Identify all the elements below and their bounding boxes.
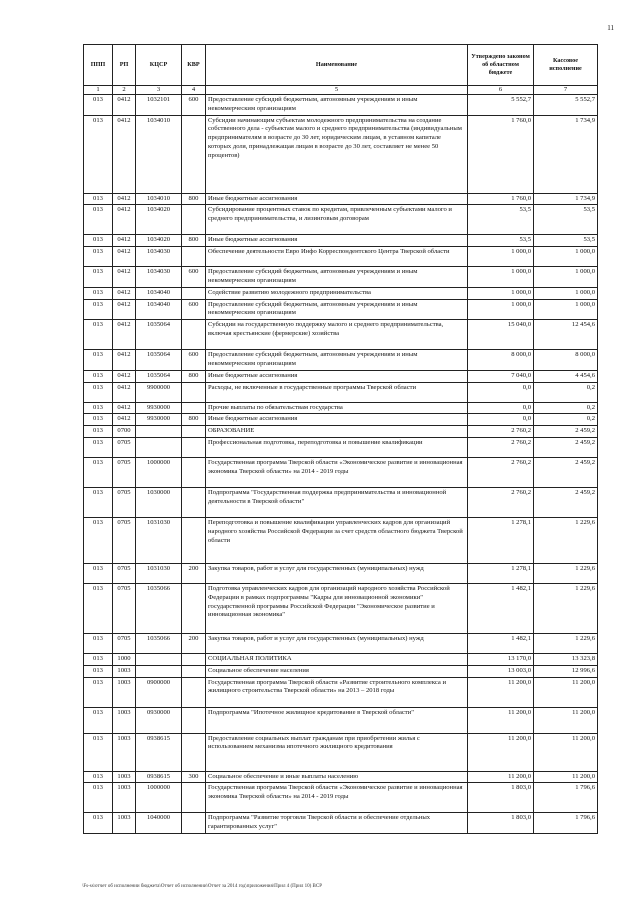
cell-executed: 11 200,0 — [534, 733, 598, 771]
table-body — [84, 95, 598, 834]
cell-kcsr: 1040000 — [136, 813, 182, 834]
cell-rp: 1003 — [113, 665, 136, 677]
cell-kvr: 600 — [182, 267, 206, 288]
cell-name: ОБРАЗОВАНИЕ — [206, 426, 468, 438]
cell-kcsr — [136, 653, 182, 665]
cell-executed: 12 454,6 — [534, 320, 598, 350]
cell-approved: 11 200,0 — [468, 677, 534, 707]
cell-executed: 1 229,6 — [534, 563, 598, 583]
cell-ppp: 013 — [84, 426, 113, 438]
cell-approved: 0,0 — [468, 402, 534, 414]
table-row — [84, 402, 598, 414]
cell-name: СОЦИАЛЬНАЯ ПОЛИТИКА — [206, 653, 468, 665]
cell-name: Предоставление социальных выплат гражданам при приобретении жилья с использованием механизма ипотечного жилищного кредитования — [206, 733, 468, 771]
cell-kcsr: 1034030 — [136, 247, 182, 267]
table-row — [84, 487, 598, 517]
table-row — [84, 350, 598, 371]
cell-approved: 13 170,0 — [468, 653, 534, 665]
cell-kvr — [182, 247, 206, 267]
file-path-footer: \Fs-ss\отчет об исполнении бюджета\Отчет об исполнении\Отчет за 2014 год\приложения\Прил 4 (Прил 10) ВСР — [82, 884, 323, 889]
cell-name: Предоставление субсидий бюджетным, автономным учреждениям и иным некоммерческим организациям — [206, 267, 468, 288]
cell-kcsr: 1034020 — [136, 235, 182, 247]
cell-kvr — [182, 517, 206, 563]
cell-rp: 0412 — [113, 205, 136, 235]
cell-kvr: 800 — [182, 193, 206, 205]
cell-executed: 4 454,6 — [534, 370, 598, 382]
cell-kvr — [182, 583, 206, 633]
cell-rp: 1003 — [113, 677, 136, 707]
cell-approved: 1 760,0 — [468, 193, 534, 205]
cell-kvr — [182, 382, 206, 402]
cell-name: Иные бюджетные ассигнования — [206, 370, 468, 382]
cell-kvr — [182, 115, 206, 193]
cell-ppp: 013 — [84, 247, 113, 267]
expenditure-table — [83, 44, 598, 834]
cell-kvr — [182, 733, 206, 771]
cell-kcsr: 0900000 — [136, 677, 182, 707]
cell-name: Переподготовка и повышение квалификации управленческих кадров для организаций народного хозяйства Российской Федерации за счет средств областного бюджета Тверской области — [206, 517, 468, 563]
cell-kcsr: 1031030 — [136, 517, 182, 563]
cell-approved: 1 000,0 — [468, 287, 534, 299]
cell-name: Субсидии на государственную поддержку малого и среднего предпринимательства, включая крестьянские (фермерские) хозяйства — [206, 320, 468, 350]
cell-name: Предоставление субсидий бюджетным, автономным учреждениям и иным некоммерческим организациям — [206, 95, 468, 116]
cell-name: Субсидии начинающим субъектам молодежного предпринимательства на создание собственного дела - субъектам малого и среднего предпринимательства (индивидуальным предпринимателям в возрасте до 30 лет, юридическим лицам, в уставном капитале которых доля, принадлежащая лицам в возрасте до 30 лет, составляет не менее 50 процентов) — [206, 115, 468, 193]
cell-rp: 0412 — [113, 267, 136, 288]
cell-kvr — [182, 487, 206, 517]
cell-kvr: 600 — [182, 299, 206, 320]
cell-ppp: 013 — [84, 193, 113, 205]
table-row — [84, 653, 598, 665]
cell-ppp: 013 — [84, 287, 113, 299]
cell-ppp: 013 — [84, 205, 113, 235]
table-row — [84, 583, 598, 633]
column-number-row — [84, 86, 598, 95]
column-number: 6 — [468, 86, 534, 95]
table-row — [84, 287, 598, 299]
table-row — [84, 267, 598, 288]
cell-ppp: 013 — [84, 350, 113, 371]
cell-name: Предоставление субсидий бюджетным, автономным учреждениям и иным некоммерческим организациям — [206, 350, 468, 371]
table-row — [84, 320, 598, 350]
cell-ppp: 013 — [84, 267, 113, 288]
cell-executed: 0,2 — [534, 402, 598, 414]
cell-rp: 0412 — [113, 402, 136, 414]
cell-approved: 1 000,0 — [468, 247, 534, 267]
cell-executed: 1 000,0 — [534, 267, 598, 288]
cell-approved: 53,5 — [468, 235, 534, 247]
cell-kvr: 200 — [182, 633, 206, 653]
cell-kvr — [182, 707, 206, 733]
cell-kcsr: 1035066 — [136, 583, 182, 633]
cell-rp: 0705 — [113, 457, 136, 487]
column-number: 2 — [113, 86, 136, 95]
cell-kvr: 600 — [182, 350, 206, 371]
cell-rp: 0705 — [113, 633, 136, 653]
cell-executed: 1 734,9 — [534, 193, 598, 205]
cell-kcsr: 1035066 — [136, 633, 182, 653]
cell-executed: 1 734,9 — [534, 115, 598, 193]
cell-rp: 1003 — [113, 783, 136, 813]
table-row — [84, 733, 598, 771]
cell-rp: 0412 — [113, 235, 136, 247]
cell-kcsr: 1000000 — [136, 783, 182, 813]
cell-approved: 1 000,0 — [468, 299, 534, 320]
cell-approved: 8 000,0 — [468, 350, 534, 371]
cell-kvr — [182, 402, 206, 414]
cell-kvr: 800 — [182, 370, 206, 382]
cell-rp: 1003 — [113, 771, 136, 783]
cell-ppp: 013 — [84, 771, 113, 783]
page-number: 11 — [607, 24, 614, 32]
cell-approved: 1 803,0 — [468, 813, 534, 834]
cell-kcsr: 1035064 — [136, 370, 182, 382]
cell-ppp: 013 — [84, 653, 113, 665]
cell-executed: 1 000,0 — [534, 247, 598, 267]
cell-ppp: 013 — [84, 437, 113, 457]
cell-executed: 1 796,6 — [534, 813, 598, 834]
cell-rp: 0700 — [113, 426, 136, 438]
cell-approved: 5 552,7 — [468, 95, 534, 116]
cell-name: Обеспечение деятельности Евро Инфо Корреспондентского Центра Тверской области — [206, 247, 468, 267]
cell-rp: 0705 — [113, 583, 136, 633]
cell-approved: 1 000,0 — [468, 267, 534, 288]
cell-approved: 1 803,0 — [468, 783, 534, 813]
cell-approved: 2 760,2 — [468, 487, 534, 517]
header-executed: Кассовое исполнение — [534, 45, 598, 86]
cell-executed: 11 200,0 — [534, 771, 598, 783]
cell-ppp: 013 — [84, 733, 113, 771]
cell-name: Иные бюджетные ассигнования — [206, 235, 468, 247]
cell-executed: 11 200,0 — [534, 707, 598, 733]
table-row — [84, 633, 598, 653]
cell-kvr — [182, 783, 206, 813]
cell-name: Подпрограмма "Ипотечное жилищное кредитование в Тверской области" — [206, 707, 468, 733]
cell-kvr: 800 — [182, 414, 206, 426]
header-kcsr: КЦСР — [136, 45, 182, 86]
cell-ppp: 013 — [84, 633, 113, 653]
cell-executed: 53,5 — [534, 205, 598, 235]
cell-name: Государственная программа Тверской области «Развитие строительного комплекса и жилищного строительства Тверской области» на 2013 – 2018 годы — [206, 677, 468, 707]
cell-approved: 0,0 — [468, 414, 534, 426]
cell-approved: 15 040,0 — [468, 320, 534, 350]
cell-executed: 1 000,0 — [534, 299, 598, 320]
cell-executed: 1 229,6 — [534, 583, 598, 633]
cell-executed: 2 459,2 — [534, 437, 598, 457]
table-row — [84, 517, 598, 563]
cell-kcsr: 9930000 — [136, 414, 182, 426]
table-row — [84, 677, 598, 707]
cell-approved: 1 482,1 — [468, 583, 534, 633]
cell-kvr — [182, 813, 206, 834]
cell-approved: 2 760,2 — [468, 457, 534, 487]
cell-kcsr — [136, 665, 182, 677]
cell-approved: 1 278,1 — [468, 517, 534, 563]
cell-kvr — [182, 437, 206, 457]
cell-name: Закупка товаров, работ и услуг для государственных (муниципальных) нужд — [206, 563, 468, 583]
cell-approved: 2 760,2 — [468, 437, 534, 457]
cell-rp: 0412 — [113, 115, 136, 193]
cell-name: Закупка товаров, работ и услуг для государственных (муниципальных) нужд — [206, 633, 468, 653]
table-row — [84, 665, 598, 677]
cell-ppp: 013 — [84, 783, 113, 813]
cell-approved: 11 200,0 — [468, 771, 534, 783]
cell-name: Подготовка управленческих кадров для организаций народного хозяйства Российской Федерации в рамках подпрограммы "Кадры для инновационной экономики" государственной программы Российской Федерации "Экономическое развитие и инновационная экономика" — [206, 583, 468, 633]
cell-kcsr: 1032101 — [136, 95, 182, 116]
cell-name: Подпрограмма "Государственная поддержка предпринимательства и инновационной деятельности в Тверской области" — [206, 487, 468, 517]
cell-approved: 2 760,2 — [468, 426, 534, 438]
table-row — [84, 205, 598, 235]
cell-kcsr: 9900000 — [136, 382, 182, 402]
cell-ppp: 013 — [84, 487, 113, 517]
cell-executed: 2 459,2 — [534, 487, 598, 517]
cell-executed: 1 229,6 — [534, 517, 598, 563]
cell-executed: 11 200,0 — [534, 677, 598, 707]
column-number: 1 — [84, 86, 113, 95]
table-row — [84, 193, 598, 205]
cell-rp: 0705 — [113, 517, 136, 563]
cell-name: Содействие развитию молодежного предпринимательства — [206, 287, 468, 299]
cell-ppp: 013 — [84, 563, 113, 583]
cell-ppp: 013 — [84, 95, 113, 116]
cell-rp: 0412 — [113, 247, 136, 267]
cell-name: Субсидирование процентных ставок по кредитам, привлеченным субъектами малого и среднего предпринимательства, и лизинговым договорам — [206, 205, 468, 235]
cell-approved: 11 200,0 — [468, 733, 534, 771]
column-number: 4 — [182, 86, 206, 95]
cell-kvr — [182, 653, 206, 665]
cell-kvr: 600 — [182, 95, 206, 116]
cell-kcsr: 1000000 — [136, 457, 182, 487]
cell-name: Социальное обеспечение и иные выплаты населению — [206, 771, 468, 783]
cell-rp: 1003 — [113, 813, 136, 834]
cell-rp: 0412 — [113, 287, 136, 299]
cell-executed: 12 996,6 — [534, 665, 598, 677]
cell-kvr: 800 — [182, 235, 206, 247]
cell-ppp: 013 — [84, 370, 113, 382]
cell-executed: 2 459,2 — [534, 426, 598, 438]
header-kvr: КВР — [182, 45, 206, 86]
table-row — [84, 563, 598, 583]
header-approved: Утверждено законом об областном бюджете — [468, 45, 534, 86]
cell-kcsr: 1035064 — [136, 320, 182, 350]
cell-rp: 0412 — [113, 350, 136, 371]
cell-rp: 0705 — [113, 437, 136, 457]
cell-name: Расходы, не включенные в государственные программы Тверской области — [206, 382, 468, 402]
cell-executed: 0,2 — [534, 382, 598, 402]
table-row — [84, 235, 598, 247]
cell-rp: 0412 — [113, 95, 136, 116]
cell-ppp: 013 — [84, 115, 113, 193]
cell-ppp: 013 — [84, 677, 113, 707]
cell-kcsr — [136, 426, 182, 438]
cell-rp: 1003 — [113, 707, 136, 733]
cell-rp: 0412 — [113, 193, 136, 205]
cell-name: Иные бюджетные ассигнования — [206, 193, 468, 205]
cell-approved: 53,5 — [468, 205, 534, 235]
cell-ppp: 013 — [84, 457, 113, 487]
cell-executed: 1 000,0 — [534, 287, 598, 299]
cell-rp: 0705 — [113, 563, 136, 583]
cell-kvr — [182, 426, 206, 438]
cell-rp: 0412 — [113, 320, 136, 350]
table-row — [84, 95, 598, 116]
cell-kcsr: 1035064 — [136, 350, 182, 371]
cell-kvr — [182, 205, 206, 235]
column-number: 7 — [534, 86, 598, 95]
cell-rp: 0412 — [113, 299, 136, 320]
cell-kcsr: 1034010 — [136, 115, 182, 193]
cell-approved: 0,0 — [468, 382, 534, 402]
cell-ppp: 013 — [84, 320, 113, 350]
table-row — [84, 247, 598, 267]
cell-approved: 1 760,0 — [468, 115, 534, 193]
cell-rp: 0705 — [113, 487, 136, 517]
cell-name: Государственная программа Тверской области «Экономическое развитие и инновационная экономика Тверской области» на 2014 - 2019 годы — [206, 457, 468, 487]
cell-kcsr: 0930000 — [136, 707, 182, 733]
cell-kvr: 200 — [182, 563, 206, 583]
cell-kcsr — [136, 437, 182, 457]
table-row — [84, 115, 598, 193]
cell-rp: 1003 — [113, 733, 136, 771]
cell-kcsr: 0938615 — [136, 733, 182, 771]
cell-kvr: 300 — [182, 771, 206, 783]
cell-executed: 1 796,6 — [534, 783, 598, 813]
cell-kcsr: 0938615 — [136, 771, 182, 783]
cell-kcsr: 1034040 — [136, 287, 182, 299]
table-row — [84, 299, 598, 320]
header-name: Наименование — [206, 45, 468, 86]
cell-approved: 1 482,1 — [468, 633, 534, 653]
cell-kvr — [182, 665, 206, 677]
table-row — [84, 707, 598, 733]
cell-executed: 13 323,8 — [534, 653, 598, 665]
cell-executed: 8 000,0 — [534, 350, 598, 371]
header-row — [84, 45, 598, 86]
header-ppp: ППП — [84, 45, 113, 86]
cell-ppp: 013 — [84, 402, 113, 414]
cell-executed: 2 459,2 — [534, 457, 598, 487]
cell-ppp: 013 — [84, 813, 113, 834]
header-rp: РП — [113, 45, 136, 86]
cell-kcsr: 9930000 — [136, 402, 182, 414]
cell-ppp: 013 — [84, 299, 113, 320]
table-row — [84, 813, 598, 834]
cell-name: Иные бюджетные ассигнования — [206, 414, 468, 426]
cell-name: Прочие выплаты по обязательствам государства — [206, 402, 468, 414]
cell-kcsr: 1031030 — [136, 563, 182, 583]
cell-approved: 7 040,0 — [468, 370, 534, 382]
cell-executed: 5 552,7 — [534, 95, 598, 116]
cell-name: Предоставление субсидий бюджетным, автономным учреждениям и иным некоммерческим организациям — [206, 299, 468, 320]
table-row — [84, 457, 598, 487]
table-row — [84, 771, 598, 783]
column-number: 3 — [136, 86, 182, 95]
table-row — [84, 414, 598, 426]
cell-kvr — [182, 677, 206, 707]
cell-kcsr: 1034040 — [136, 299, 182, 320]
cell-ppp: 013 — [84, 414, 113, 426]
cell-name: Профессиональная подготовка, переподготовка и повышение квалификации — [206, 437, 468, 457]
cell-ppp: 013 — [84, 235, 113, 247]
cell-rp: 0412 — [113, 414, 136, 426]
cell-rp: 0412 — [113, 370, 136, 382]
cell-ppp: 013 — [84, 707, 113, 733]
cell-kcsr: 1034010 — [136, 193, 182, 205]
column-number: 5 — [206, 86, 468, 95]
cell-kvr — [182, 287, 206, 299]
cell-ppp: 013 — [84, 517, 113, 563]
table-row — [84, 382, 598, 402]
cell-rp: 1000 — [113, 653, 136, 665]
cell-approved: 11 200,0 — [468, 707, 534, 733]
cell-kcsr: 1034020 — [136, 205, 182, 235]
cell-kcsr: 1030000 — [136, 487, 182, 517]
table-row — [84, 370, 598, 382]
table-row — [84, 426, 598, 438]
cell-rp: 0412 — [113, 382, 136, 402]
cell-approved: 1 278,1 — [468, 563, 534, 583]
cell-name: Подпрограмма "Развитие торговли Тверской области и обеспечение отдельных гарантированных услуг" — [206, 813, 468, 834]
cell-executed: 1 229,6 — [534, 633, 598, 653]
cell-executed: 0,2 — [534, 414, 598, 426]
cell-name: Государственная программа Тверской области «Экономическое развитие и инновационная экономика Тверской области» на 2014 - 2019 годы — [206, 783, 468, 813]
table-row — [84, 783, 598, 813]
cell-executed: 53,5 — [534, 235, 598, 247]
cell-name: Социальное обеспечение населения — [206, 665, 468, 677]
cell-kcsr: 1034030 — [136, 267, 182, 288]
cell-kvr — [182, 457, 206, 487]
cell-ppp: 013 — [84, 382, 113, 402]
cell-kvr — [182, 320, 206, 350]
cell-ppp: 013 — [84, 665, 113, 677]
cell-ppp: 013 — [84, 583, 113, 633]
table-row — [84, 437, 598, 457]
cell-approved: 13 003,0 — [468, 665, 534, 677]
